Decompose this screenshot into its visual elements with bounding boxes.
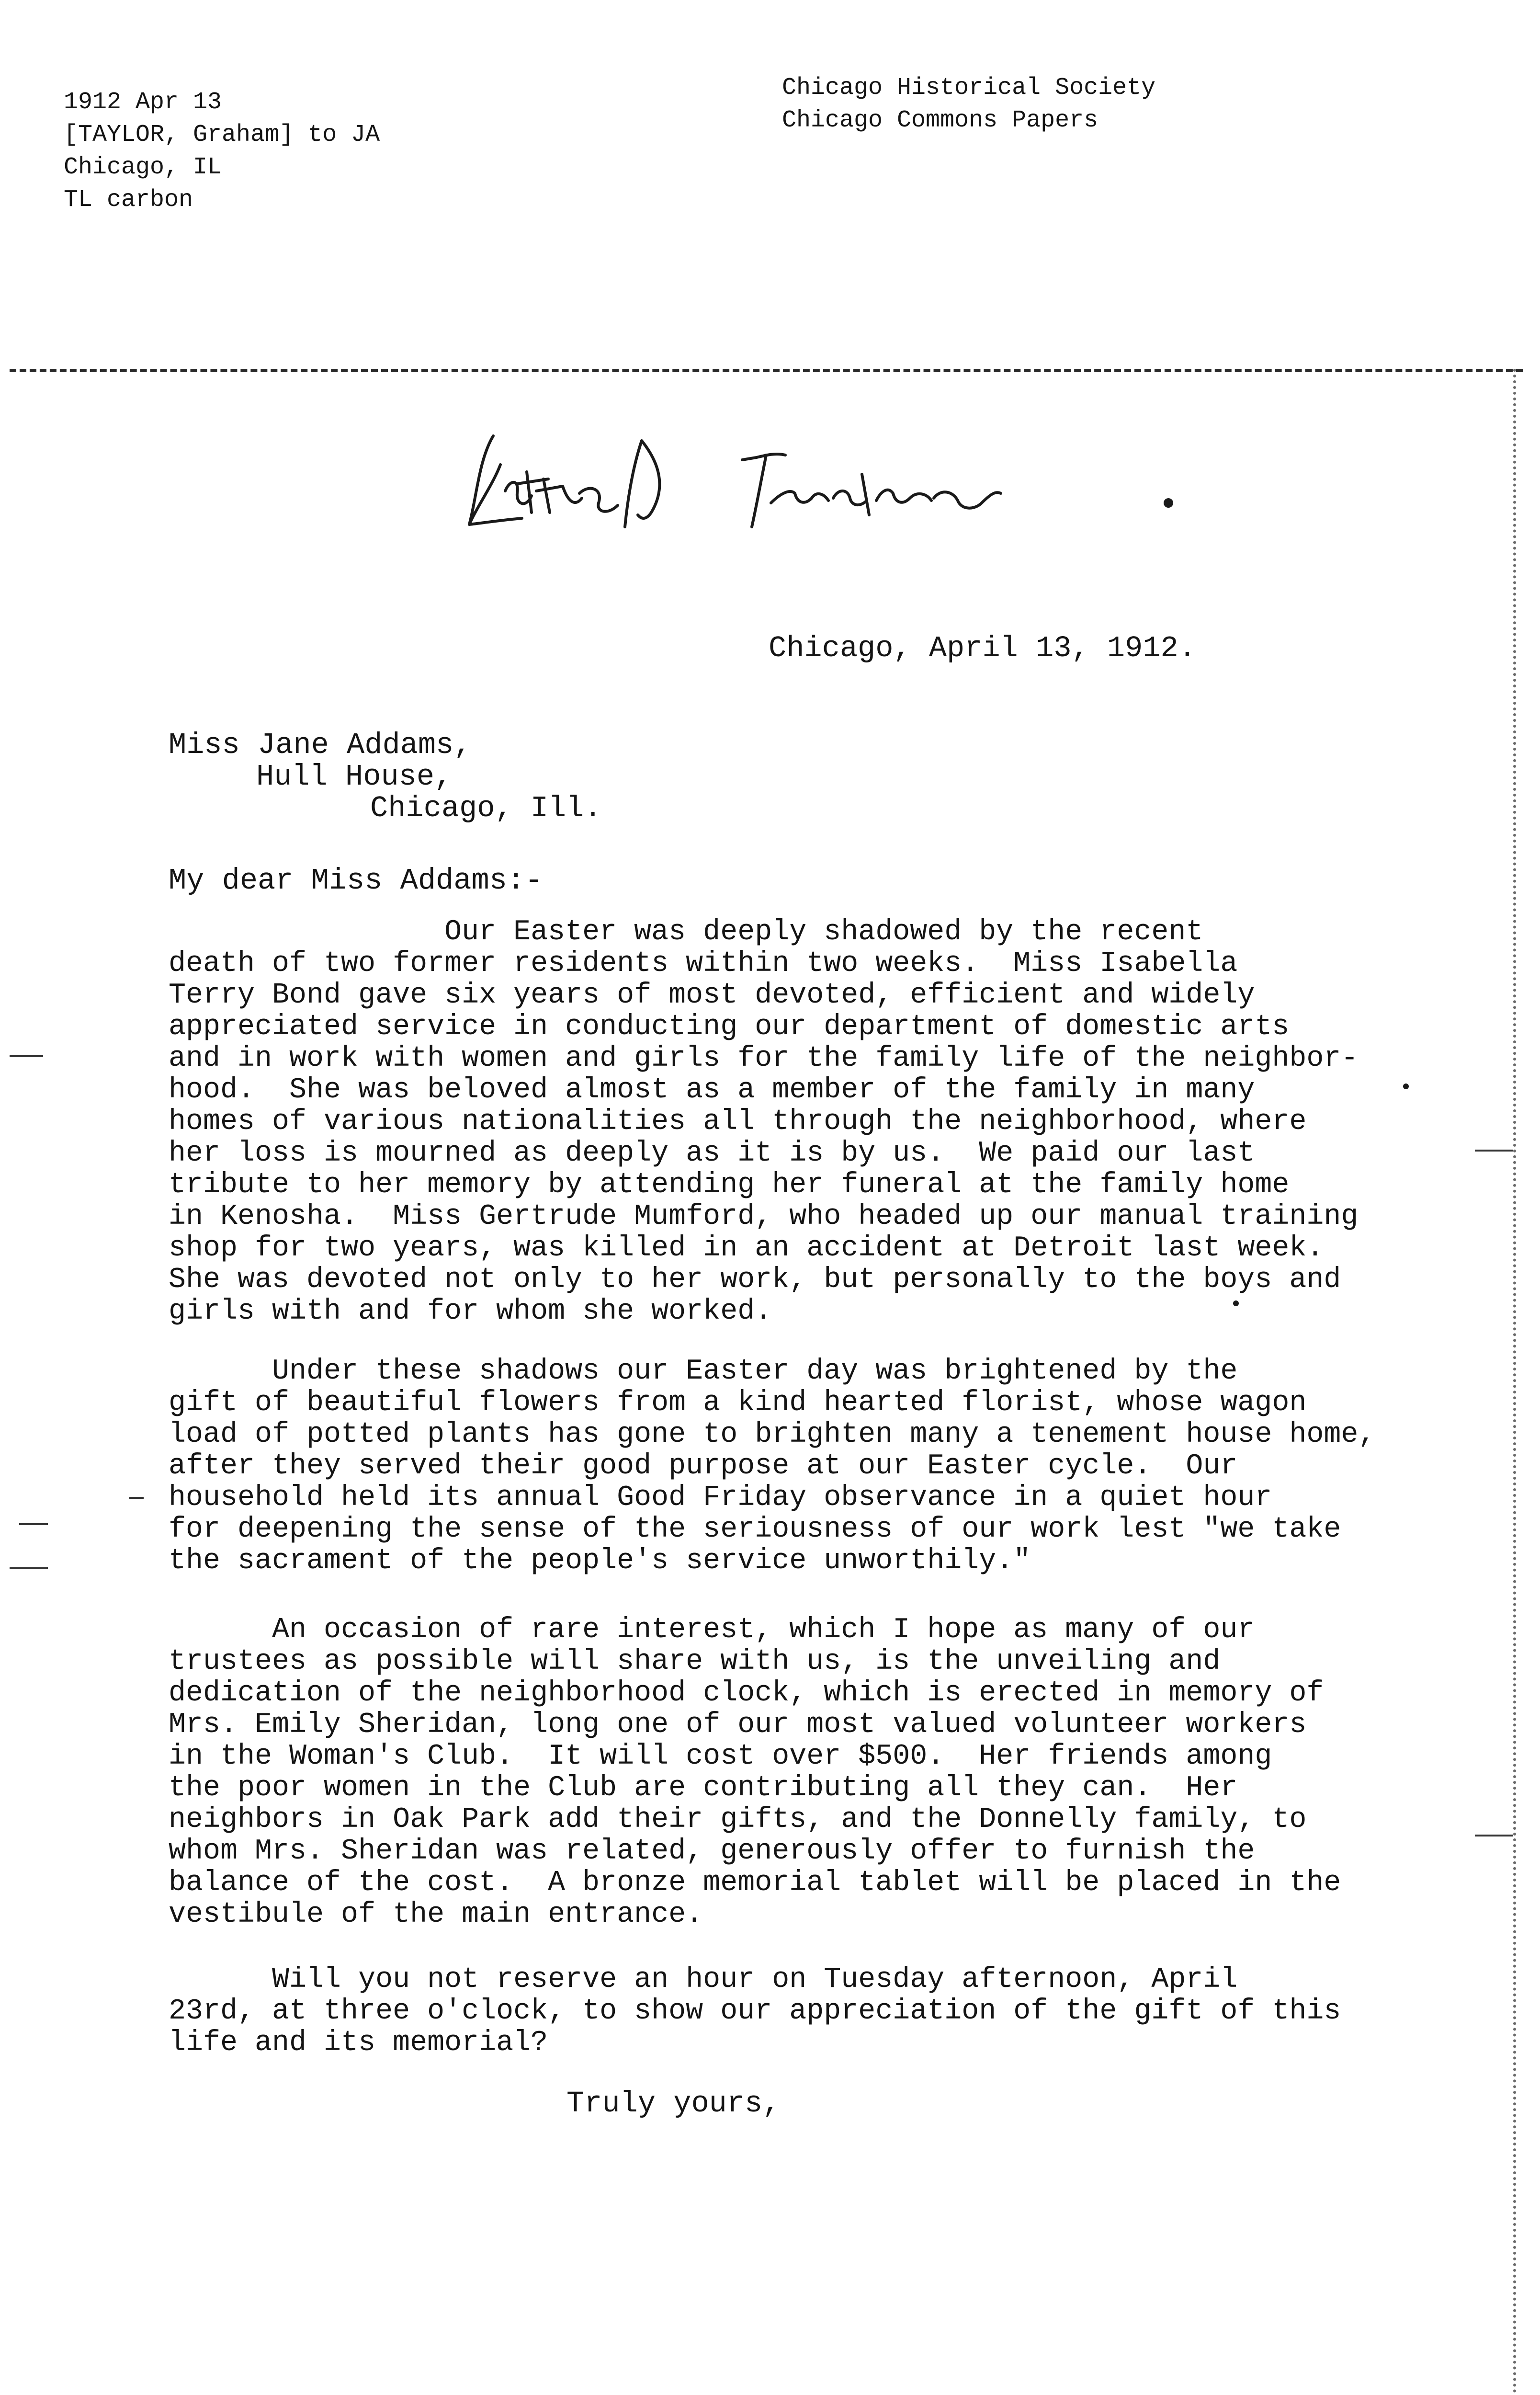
paragraph-line: Will you not reserve an hour on Tuesday afternoon, April [169,1963,1238,1996]
paragraph-line: dedication of the neighborhood clock, which is erected in memory of [169,1677,1324,1710]
margin-mark [10,1055,43,1057]
paragraph-line: the poor women in the Club are contributing all they can. Her [169,1772,1238,1804]
paragraph-line: Our Easter was deeply shadowed by the recent [169,916,1203,948]
paragraph-line: appreciated service in conducting our department of domestic arts [169,1011,1290,1043]
paragraph-line: life and its memorial? [169,2027,548,2059]
paragraph-line: Mrs. Emily Sheridan, long one of our most valued volunteer workers [169,1709,1307,1741]
paragraph-2 [169,1356,1433,1577]
archive-repository: Chicago Historical Society [782,74,1156,102]
catalog-place: Chicago, IL [64,154,222,181]
paragraph-line: the sacrament of the people's service unworthily." [169,1545,1031,1577]
paragraph-line: An occasion of rare interest, which I hope as many of our [169,1614,1255,1646]
paragraph-line: gift of beautiful flowers from a kind hearted florist, whose wagon [169,1387,1307,1419]
margin-mark [19,1523,48,1525]
margin-mark [10,1567,48,1569]
paragraph-line: shop for two years, was killed in an accident at Detroit last week. [169,1232,1324,1265]
paragraph-line: hood. She was beloved almost as a member of the family in many [169,1074,1255,1106]
paragraph-1 [169,916,1433,1327]
paragraph-line: girls with and for whom she worked. [169,1295,772,1328]
recipient-institution: Hull House, [256,760,453,794]
paragraph-line: neighbors in Oak Park add their gifts, and the Donnelly family, to [169,1803,1307,1836]
catalog-correspondents: [TAYLOR, Graham] to JA [64,121,380,148]
catalog-date: 1912 Apr 13 [64,89,222,116]
paragraph-line: household held its annual Good Friday observance in a quiet hour [169,1482,1272,1514]
catalog-entry [64,86,380,217]
paragraph-line: for deepening the sense of the seriousness of our work lest "we take [169,1513,1341,1546]
paragraph-line: load of potted plants has gone to brighten many a tenement house home, [169,1418,1376,1451]
paragraph-line: in the Woman's Club. It will cost over $500. Her friends among [169,1740,1272,1773]
paragraph-line: Terry Bond gave six years of most devoted, efficient and widely [169,979,1255,1012]
paragraph-line: tribute to her memory by attending her funeral at the family home [169,1169,1290,1201]
paragraph-line: after they served their good purpose at our Easter cycle. Our [169,1450,1238,1483]
recipient-city: Chicago, Ill. [370,791,602,825]
page-top-edge [10,369,1523,372]
paragraph-line: death of two former residents within two weeks. Miss Isabella [169,947,1238,980]
paragraph-line: Under these shadows our Easter day was brightened by the [169,1355,1238,1388]
closing: Truly yours, [566,2087,781,2121]
margin-mark [1475,1150,1513,1152]
paragraph-line: 23rd, at three o'clock, to show our appreciation of the gift of this [169,1995,1341,2028]
handwritten-note [460,407,1006,546]
letter-dateline: Chicago, April 13, 1912. [769,631,1196,665]
paragraph-line: her loss is mourned as deeply as it is by us. We paid our last [169,1137,1255,1170]
paragraph-4 [169,1964,1433,2059]
recipient-name: Miss Jane Addams, [169,728,472,762]
paragraph-line: and in work with women and girls for the family life of the neighbor- [169,1042,1359,1075]
paragraph-line: balance of the cost. A bronze memorial tablet will be placed in the [169,1867,1341,1899]
paragraph-line: in Kenosha. Miss Gertrude Mumford, who headed up our manual training [169,1200,1359,1233]
paragraph-line: whom Mrs. Sheridan was related, generously offer to furnish the [169,1835,1255,1868]
paragraph-line: She was devoted not only to her work, but personally to the boys and [169,1264,1341,1296]
paragraph-line: trustees as possible will share with us, is the unveiling and [169,1645,1221,1678]
archive-collection: Chicago Commons Papers [782,107,1098,134]
ink-dot [1164,498,1173,508]
catalog-format: TL carbon [64,186,193,214]
margin-mark [129,1497,144,1499]
salutation: My dear Miss Addams:- [169,864,543,898]
archive-source [782,72,1155,137]
page-right-edge [1513,369,1516,2395]
paragraph-line: homes of various nationalities all through the neighborhood, where [169,1106,1307,1138]
paragraph-3 [169,1614,1433,1930]
margin-mark [1475,1835,1513,1836]
paragraph-line: vestibule of the main entrance. [169,1898,703,1931]
